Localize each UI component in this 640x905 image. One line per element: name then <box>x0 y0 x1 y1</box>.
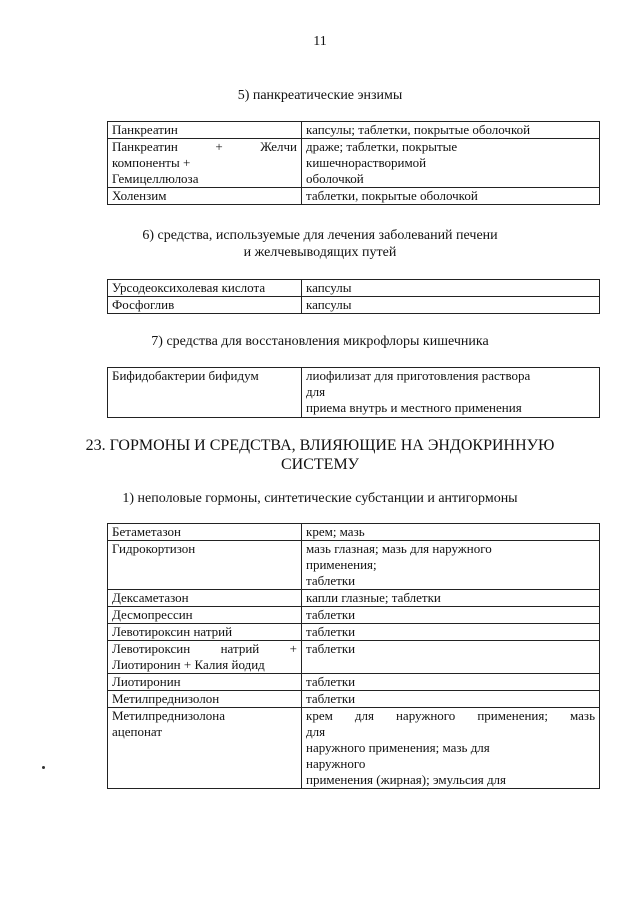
drug-name: Лиотиронин <box>108 674 302 691</box>
table-row <box>108 590 600 607</box>
drug-name: Урсодеоксихолевая кислота <box>108 280 302 297</box>
table-row <box>108 541 600 590</box>
drug-name-part: + <box>215 139 223 154</box>
heading-line: 6) средства, используемые для лечения заболеваний печени <box>142 228 498 243</box>
dosage-form-line: драже; таблетки, покрытые <box>306 139 458 154</box>
dosage-form: крем; мазь <box>302 524 600 541</box>
page-number: 11 <box>313 34 327 49</box>
dosage-form: таблетки <box>302 641 600 674</box>
drug-name: Десмопрессин <box>108 607 302 624</box>
table-liver-drugs <box>107 279 600 314</box>
drug-name-part: натрий <box>220 641 260 656</box>
dosage-form-line: для <box>306 384 326 399</box>
table-row <box>108 524 600 541</box>
dosage-form <box>302 368 600 418</box>
dosage-form-line: лиофилизат для приготовления раствора <box>306 368 531 383</box>
drug-name: Бифидобактерии бифидум <box>108 368 302 418</box>
dosage-form-line: мазь глазная; мазь для наружного <box>306 541 492 556</box>
table-row <box>108 624 600 641</box>
drug-name-line: Лиотиронин + Калия йодид <box>112 657 265 672</box>
dosage-form: таблетки <box>302 691 600 708</box>
drug-name: Фосфоглив <box>108 297 302 314</box>
dosage-form: капли глазные; таблетки <box>302 590 600 607</box>
chapter-23-heading <box>0 436 640 474</box>
drug-name-line: компоненты + <box>112 155 191 170</box>
drug-name: Гидрокортизон <box>108 541 302 590</box>
drug-name-line: Метилпреднизолона <box>112 708 225 723</box>
scan-mark <box>42 766 45 769</box>
dosage-form <box>302 139 600 188</box>
table-row <box>108 280 600 297</box>
heading-line: СИСТЕМУ <box>281 456 359 473</box>
dosage-form-line: наружного <box>306 756 366 771</box>
section-23-1-heading: 1) неполовые гормоны, синтетические субстанции и антигормоны <box>122 491 518 506</box>
dosage-form-line: применения (жирная); эмульсия для <box>306 772 507 787</box>
dosage-form: таблетки, покрытые оболочкой <box>302 188 600 205</box>
section-6-heading <box>0 227 640 261</box>
table-row <box>108 607 600 624</box>
drug-name: Метилпреднизолон <box>108 691 302 708</box>
dosage-form-line: таблетки <box>306 573 356 588</box>
drug-name <box>108 641 302 674</box>
drug-name: Дексаметазон <box>108 590 302 607</box>
drug-name-line: Гемицеллюлоза <box>112 171 199 186</box>
drug-name: Холензим <box>108 188 302 205</box>
drug-name-part: + <box>289 641 297 656</box>
drug-name: Панкреатин <box>108 122 302 139</box>
drug-name: Бетаметазон <box>108 524 302 541</box>
dosage-form: таблетки <box>302 674 600 691</box>
dosage-form <box>302 541 600 590</box>
table-row <box>108 297 600 314</box>
dosage-form-line: для <box>306 724 326 739</box>
drug-name <box>108 139 302 188</box>
table-pancreatic-enzymes <box>107 121 600 205</box>
section-7-heading: 7) средства для восстановления микрофлоры кишечника <box>151 334 489 349</box>
dosage-form: таблетки <box>302 607 600 624</box>
section-5-heading: 5) панкреатические энзимы <box>237 88 403 103</box>
table-hormones <box>107 523 600 789</box>
dosage-form: капсулы <box>302 297 600 314</box>
dosage-form: капсулы <box>302 280 600 297</box>
table-row <box>108 708 600 789</box>
drug-name <box>108 708 302 789</box>
table-row <box>108 641 600 674</box>
table-row <box>108 139 600 188</box>
heading-line: 23. ГОРМОНЫ И СРЕДСТВА, ВЛИЯЮЩИЕ НА ЭНДОКРИННУЮ <box>85 437 555 454</box>
dosage-form-line: крем для наружного применения; мазь <box>306 708 595 723</box>
dosage-form: таблетки <box>302 624 600 641</box>
table-row <box>108 691 600 708</box>
table-row <box>108 368 600 418</box>
drug-name-line: ацепонат <box>112 724 163 739</box>
dosage-form <box>302 708 600 789</box>
dosage-form: капсулы; таблетки, покрытые оболочкой <box>302 122 600 139</box>
dosage-form-line: кишечнорастворимой <box>306 155 427 170</box>
drug-name-part: Желчи <box>260 139 297 154</box>
dosage-form-line: приема внутрь и местного применения <box>306 400 522 415</box>
table-row <box>108 188 600 205</box>
table-row <box>108 674 600 691</box>
table-row <box>108 122 600 139</box>
drug-name-part: Панкреатин <box>112 139 178 154</box>
heading-line: и желчевыводящих путей <box>243 245 397 260</box>
drug-name-part: Левотироксин <box>112 641 191 656</box>
drug-name: Левотироксин натрий <box>108 624 302 641</box>
dosage-form-line: оболочкой <box>306 171 364 186</box>
dosage-form-line: применения; <box>306 557 377 572</box>
dosage-form-line: наружного применения; мазь для <box>306 740 490 755</box>
table-microflora <box>107 367 600 418</box>
